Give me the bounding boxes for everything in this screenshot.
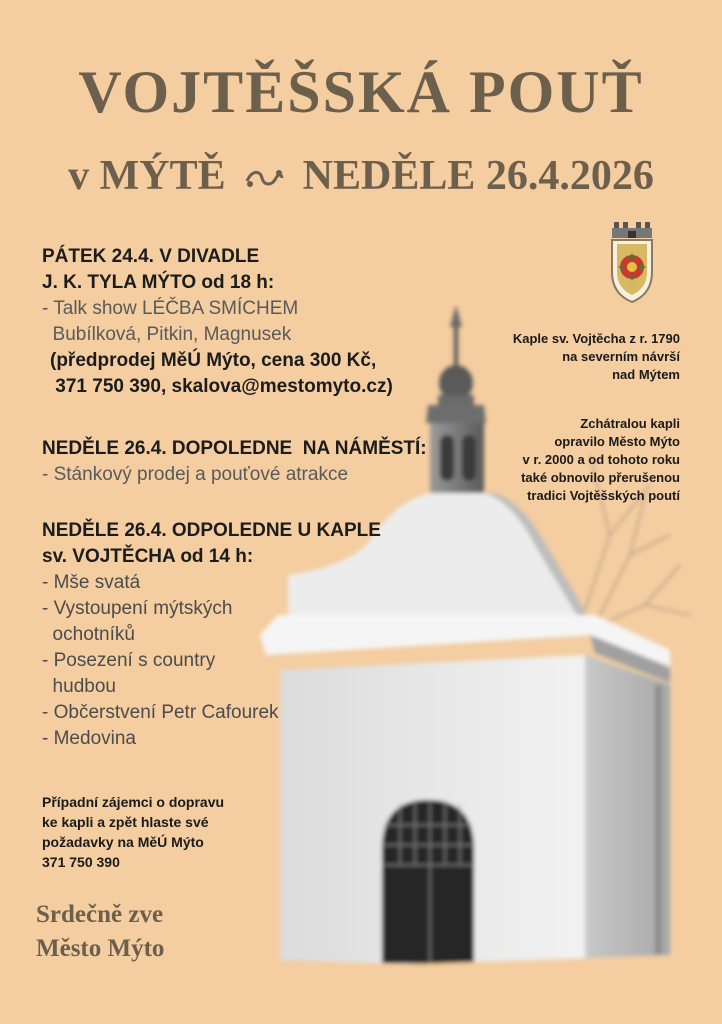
transport-note: [42, 792, 252, 872]
list-item: - Mše svatá: [42, 572, 141, 593]
flourish-ornament-icon: [244, 166, 284, 192]
list-item: - Vystoupení mýtských: [42, 598, 233, 619]
sunday-afternoon-program: [42, 518, 381, 752]
invitation-line-1: Srdečně zve: [36, 901, 164, 928]
friday-detail-1: (předprodej MěÚ Mýto, cena 300 Kč,: [50, 350, 377, 371]
sunday-afternoon-heading-1: NEDĚLE 26.4. ODPOLEDNE U KAPLE: [42, 520, 381, 541]
caption-line: Kaple sv. Vojtěcha z r. 1790: [512, 331, 680, 346]
history-line: v r. 2000 a od tohoto roku: [522, 452, 680, 467]
invitation: [36, 898, 164, 966]
list-item: - Medovina: [42, 728, 136, 749]
transport-line: požadavky na MěÚ Mýto: [42, 834, 204, 850]
transport-line: 371 750 390: [42, 854, 120, 870]
subtitle-date: NEDĚLE 26.4.2026: [302, 153, 654, 199]
town-coat-of-arms-icon: [608, 222, 656, 304]
poster-title: VOJTĚŠSKÁ POUŤ: [78, 59, 644, 125]
friday-program: [42, 244, 393, 400]
friday-detail-2: 371 750 390, skalova@mestomyto.cz): [50, 376, 393, 397]
caption-line: na severním návrší: [562, 349, 680, 364]
list-item: ochotníků: [42, 624, 135, 645]
list-item: - Posezení s country: [42, 650, 216, 671]
history-line: opravilo Město Mýto: [554, 434, 680, 449]
sunday-morning-heading: NEDĚLE 26.4. DOPOLEDNE NA NÁMĚSTÍ:: [42, 438, 427, 459]
sunday-afternoon-heading-2: sv. VOJTĚCHA od 14 h:: [42, 546, 254, 567]
list-item: hudbou: [42, 676, 116, 697]
caption-line: nad Mýtem: [612, 367, 680, 382]
transport-line: Případní zájemci o dopravu: [42, 794, 225, 810]
invitation-line-2: Město Mýto: [36, 935, 165, 962]
history-line: také obnovilo přerušenou: [521, 470, 680, 485]
friday-item-2: Bubílková, Pitkin, Magnusek: [42, 324, 292, 345]
history-line: Zchátralou kapli: [580, 416, 680, 431]
history-line: tradici Vojtěšských poutí: [527, 488, 680, 503]
subtitle-place: v MÝTĚ: [68, 153, 226, 199]
friday-heading-1: PÁTEK 24.4. V DIVADLE: [42, 246, 260, 267]
sunday-morning-program: [42, 436, 427, 488]
friday-heading-2: J. K. TYLA MÝTO od 18 h:: [42, 272, 275, 293]
transport-line: ke kapli a zpět hlaste své: [42, 814, 209, 830]
friday-item-1: - Talk show LÉČBA SMÍCHEM: [42, 298, 299, 319]
chapel-caption: [450, 330, 680, 384]
chapel-history: [450, 415, 680, 505]
sunday-morning-item: - Stánkový prodej a pouťové atrakce: [42, 464, 349, 485]
poster-subtitle: [0, 152, 722, 200]
list-item: - Občerstvení Petr Cafourek: [42, 702, 279, 723]
